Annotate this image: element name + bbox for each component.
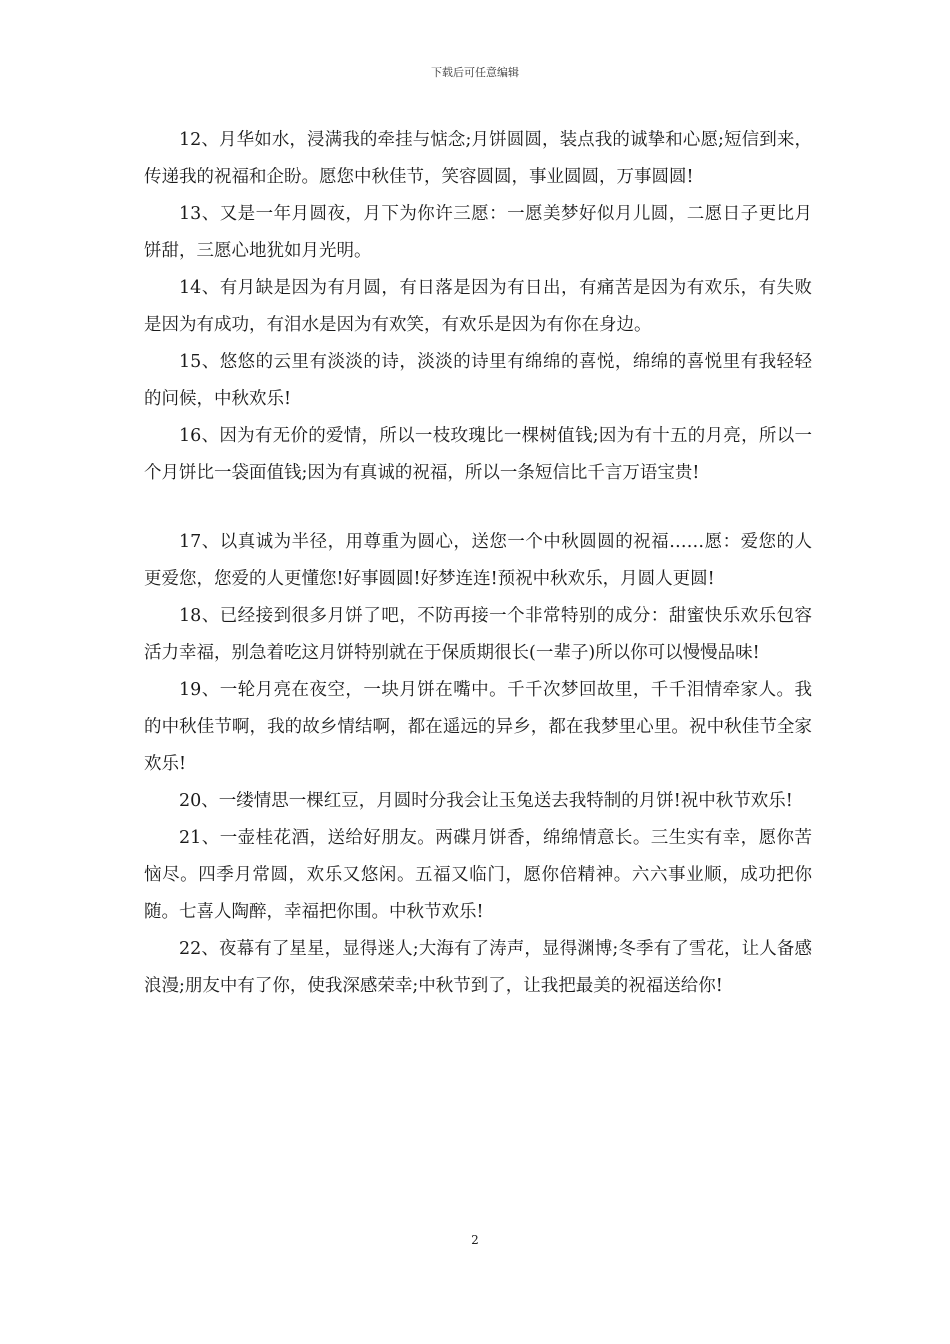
page-number: 2 bbox=[471, 1233, 479, 1247]
paragraph-17: 17、以真诚为半径，用尊重为圆心，送您一个中秋圆圆的祝福……愿：爱您的人更爱您，您爱的人更懂您!好事圆圆!好梦连连!预祝中秋欢乐，月圆人更圆! bbox=[144, 532, 812, 589]
page-header: 下载后可任意编辑 bbox=[431, 66, 519, 79]
paragraph-21: 21、一壶桂花酒，送给好朋友。两碟月饼香，绵绵情意长。三生实有幸，愿你苦恼尽。四季月常圆，欢乐又悠闲。五福又临门，愿你倍精神。六六事业顺，成功把你随。七喜人陶醉，幸福把你围。中秋节欢乐! bbox=[144, 828, 812, 922]
document-body bbox=[144, 122, 812, 1005]
paragraph-15: 15、悠悠的云里有淡淡的诗，淡淡的诗里有绵绵的喜悦，绵绵的喜悦里有我轻轻的问候，中秋欢乐! bbox=[144, 352, 812, 409]
paragraph-16: 16、因为有无价的爱情，所以一枝玫瑰比一棵树值钱;因为有十五的月亮，所以一个月饼比一袋面值钱;因为有真诚的祝福，所以一条短信比千言万语宝贵! bbox=[144, 426, 812, 483]
paragraph-20: 20、一缕情思一棵红豆，月圆时分我会让玉兔送去我特制的月饼!祝中秋节欢乐! bbox=[179, 791, 793, 811]
paragraph-22: 22、夜幕有了星星，显得迷人;大海有了涛声，显得渊博;冬季有了雪花，让人备感浪漫;朋友中有了你，使我深感荣幸;中秋节到了，让我把最美的祝福送给你! bbox=[144, 939, 812, 996]
paragraph-14: 14、有月缺是因为有月圆，有日落是因为有日出，有痛苦是因为有欢乐，有失败是因为有成功，有泪水是因为有欢笑，有欢乐是因为有你在身边。 bbox=[144, 278, 812, 335]
paragraph-18: 18、已经接到很多月饼了吧，不防再接一个非常特别的成分：甜蜜快乐欢乐包容活力幸福，别急着吃这月饼特别就在于保质期很长(一辈子)所以你可以慢慢品味! bbox=[144, 606, 812, 663]
paragraph-12: 12、月华如水，浸满我的牵挂与惦念;月饼圆圆，装点我的诚挚和心愿;短信到来，传递我的祝福和企盼。愿您中秋佳节，笑容圆圆，事业圆圆，万事圆圆! bbox=[144, 130, 812, 187]
paragraph-13: 13、又是一年月圆夜，月下为你许三愿：一愿美梦好似月儿圆，二愿日子更比月饼甜，三愿心地犹如月光明。 bbox=[144, 204, 812, 261]
paragraph-19: 19、一轮月亮在夜空，一块月饼在嘴中。千千次梦回故里，千千泪情牵家人。我的中秋佳节啊，我的故乡情结啊，都在遥远的异乡，都在我梦里心里。祝中秋佳节全家欢乐! bbox=[144, 680, 812, 774]
